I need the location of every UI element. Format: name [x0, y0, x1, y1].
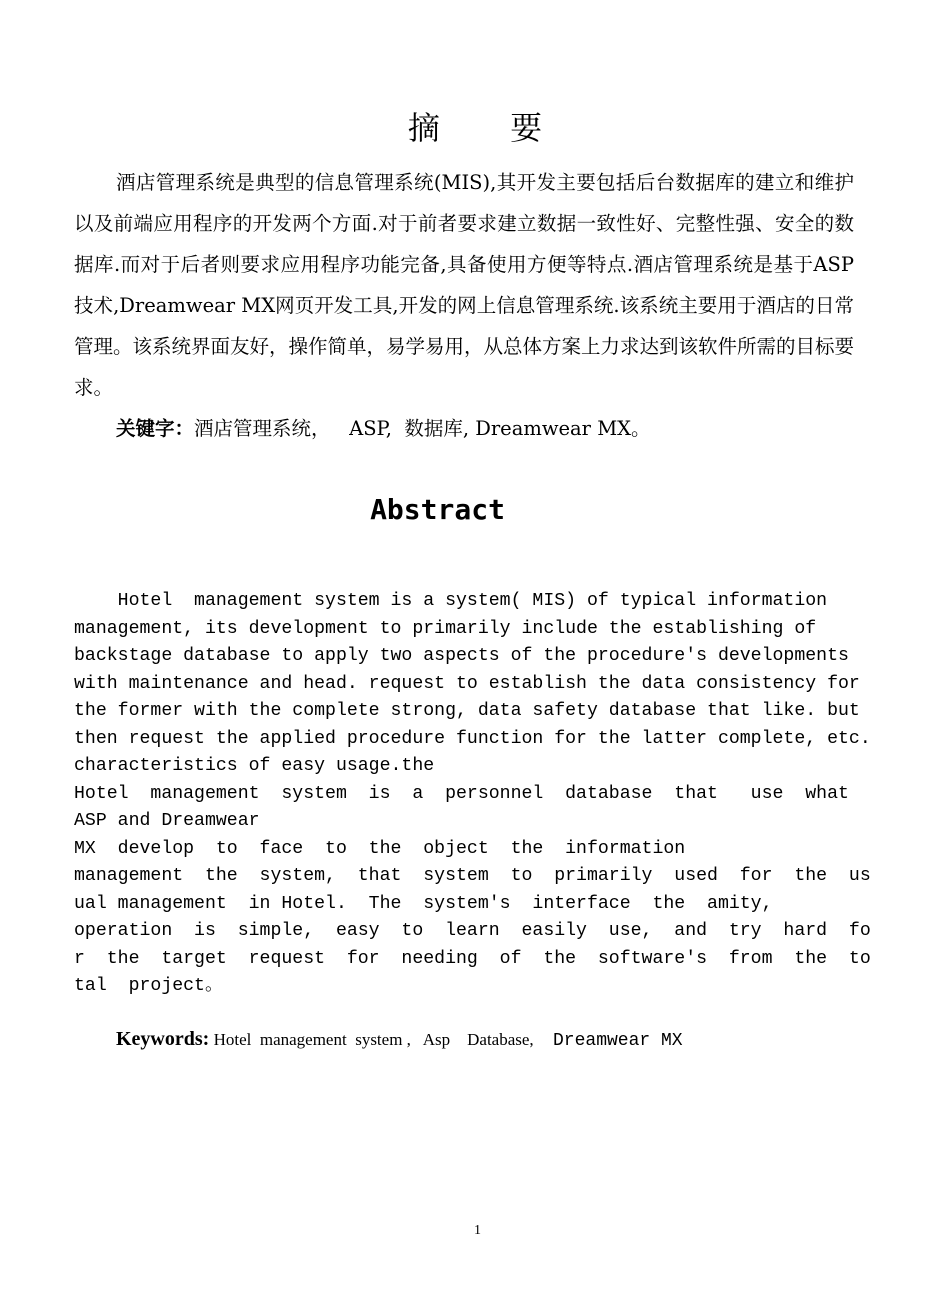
abstract-line: with maintenance and head. request to establish the data consistency for — [74, 673, 860, 694]
abstract-line: characteristics of easy usage.the — [74, 756, 435, 776]
chinese-keywords-label: 关键字： — [116, 417, 195, 440]
abstract-line: Hotel management system is a personnel database that use what — [74, 783, 849, 804]
abstract-line: operation is simple, easy to learn easily use, and try hard fo — [74, 921, 871, 941]
english-abstract-title: Abstract — [370, 493, 505, 526]
abstract-line: MX develop to face to the object the information — [74, 838, 686, 859]
abstract-line: management the system, that system to primarily used for the us — [74, 866, 871, 886]
abstract-line: tal project。 — [74, 976, 224, 996]
english-keywords-tail: Dreamwear MX — [542, 1031, 683, 1051]
chinese-abstract-body: 酒店管理系统是典型的信息管理系统(MIS),其开发主要包括后台数据库的建立和维护以及前端应用程序的开发两个方面.对于前者要求建立数据一致性好、完整性强、安全的数据库.而对于后者则要求应用程序功能完备,具备使用方便等特点.酒店管理系统是基于ASP技术,Dreamwear MX网页开发工具,开发的网上信息管理系统.该系统主要用于酒店的日常管理。该系统界面友好，操作简单，易学易用，从总体方案上力求达到该软件所需的目标要求。 — [74, 171, 855, 399]
english-keywords-label: Keywords: — [116, 1028, 210, 1050]
chinese-keywords — [116, 408, 856, 449]
abstract-line: management, its development to primarily include the establishing of — [74, 618, 817, 639]
abstract-line: Hotel management system is a system( MIS) of typical information — [74, 591, 828, 611]
english-keywords-text: Hotel management system , Asp Database, — [209, 1030, 543, 1049]
abstract-line: ASP and Dreamwear — [74, 811, 260, 831]
english-keywords — [116, 1024, 856, 1056]
abstract-line: ual management in Hotel. The system's interface the amity, — [74, 893, 773, 914]
english-abstract-body — [74, 588, 874, 1001]
abstract-line: the former with the complete strong, data safety database that like. but — [74, 701, 860, 721]
chinese-abstract-title: 摘 要 — [407, 109, 573, 147]
chinese-keywords-text: 酒店管理系统， ASP, 数据库, Dreamwear MX。 — [194, 417, 651, 440]
page-number: 1 — [474, 1223, 481, 1238]
abstract-line: backstage database to apply two aspects of the procedure's developments — [74, 646, 849, 666]
abstract-line: then request the applied procedure function for the latter complete, etc. — [74, 728, 871, 749]
abstract-line: r the target request for needing of the software's from the to — [74, 948, 871, 969]
